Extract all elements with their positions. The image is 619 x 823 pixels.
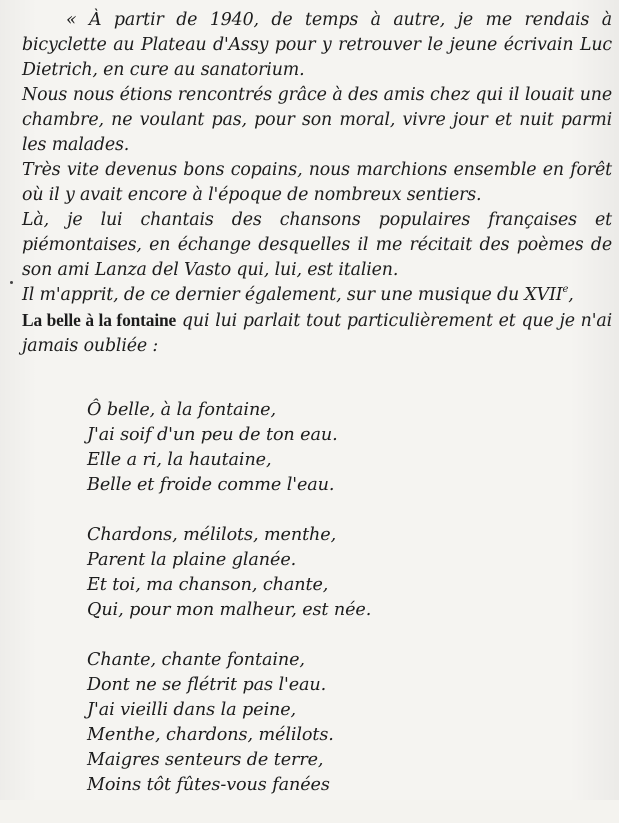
poem-line: Parent la plaine glanée. [87, 550, 297, 570]
poem-line: Moins tôt fûtes-vous fanées [87, 775, 330, 795]
poem-line: Ô belle, à la fontaine, [87, 400, 276, 420]
poem-line: J'ai soif d'un peu de ton eau. [87, 425, 338, 445]
poem-line: J'ai vieilli dans la peine, [87, 700, 297, 720]
poem-stanza-2 [87, 523, 507, 623]
paragraph-5 [22, 283, 612, 359]
poem [87, 398, 507, 823]
poem-line: Et toi, ma chanson, chante, [87, 575, 329, 595]
poem-line: Dont ne se flétrit pas l'eau. [87, 675, 327, 695]
paragraph-3: Très vite devenus bons copains, nous marchions ensemble en forêt où il y avait encore à l'époque de nombreux sentiers. [22, 160, 612, 205]
century-superscript: e [562, 284, 569, 296]
poem-stanza-3 [87, 648, 507, 798]
poem-line: Chante, chante fontaine, [87, 650, 305, 670]
poem-line: Maigres senteurs de terre, [87, 750, 324, 770]
paragraph-1: « À partir de 1940, de temps à autre, je me rendais à bicyclette au Plateau d'Assy pour y retrouver le jeune écrivain Luc Dietrich, en cure au sanatorium. [22, 10, 612, 80]
paragraph-5-comma: , [568, 285, 574, 305]
song-title: La belle à la fontaine [22, 310, 177, 330]
poem-stanza-1 [87, 398, 507, 498]
prose-block [22, 8, 612, 359]
scan-speck [10, 281, 13, 284]
paragraph-4: Là, je lui chantais des chansons populaires françaises et piémontaises, en échange desquelles il me récitait des poèmes de son ami Lanza del Vasto qui, lui, est italien. [22, 210, 612, 280]
paragraph-5-start: Il m'apprit, de ce dernier également, sur une musique du XVII [22, 285, 563, 305]
poem-line: Elle a ri, la hautaine, [87, 450, 272, 470]
paragraph-5-end: qui lui parlait tout particulièrement et que je n'ai jamais oubliée : [22, 311, 612, 356]
poem-line: Qui, pour mon malheur, est née. [87, 600, 372, 620]
poem-line: Menthe, chardons, mélilots. [87, 725, 334, 745]
poem-line: Belle et froide comme l'eau. [87, 475, 335, 495]
paragraph-2: Nous nous étions rencontrés grâce à des amis chez qui il louait une chambre, ne voulant pas, pour son moral, vivre jour et nuit parmi les malades. [22, 85, 612, 155]
poem-line: Chardons, mélilots, menthe, [87, 525, 337, 545]
